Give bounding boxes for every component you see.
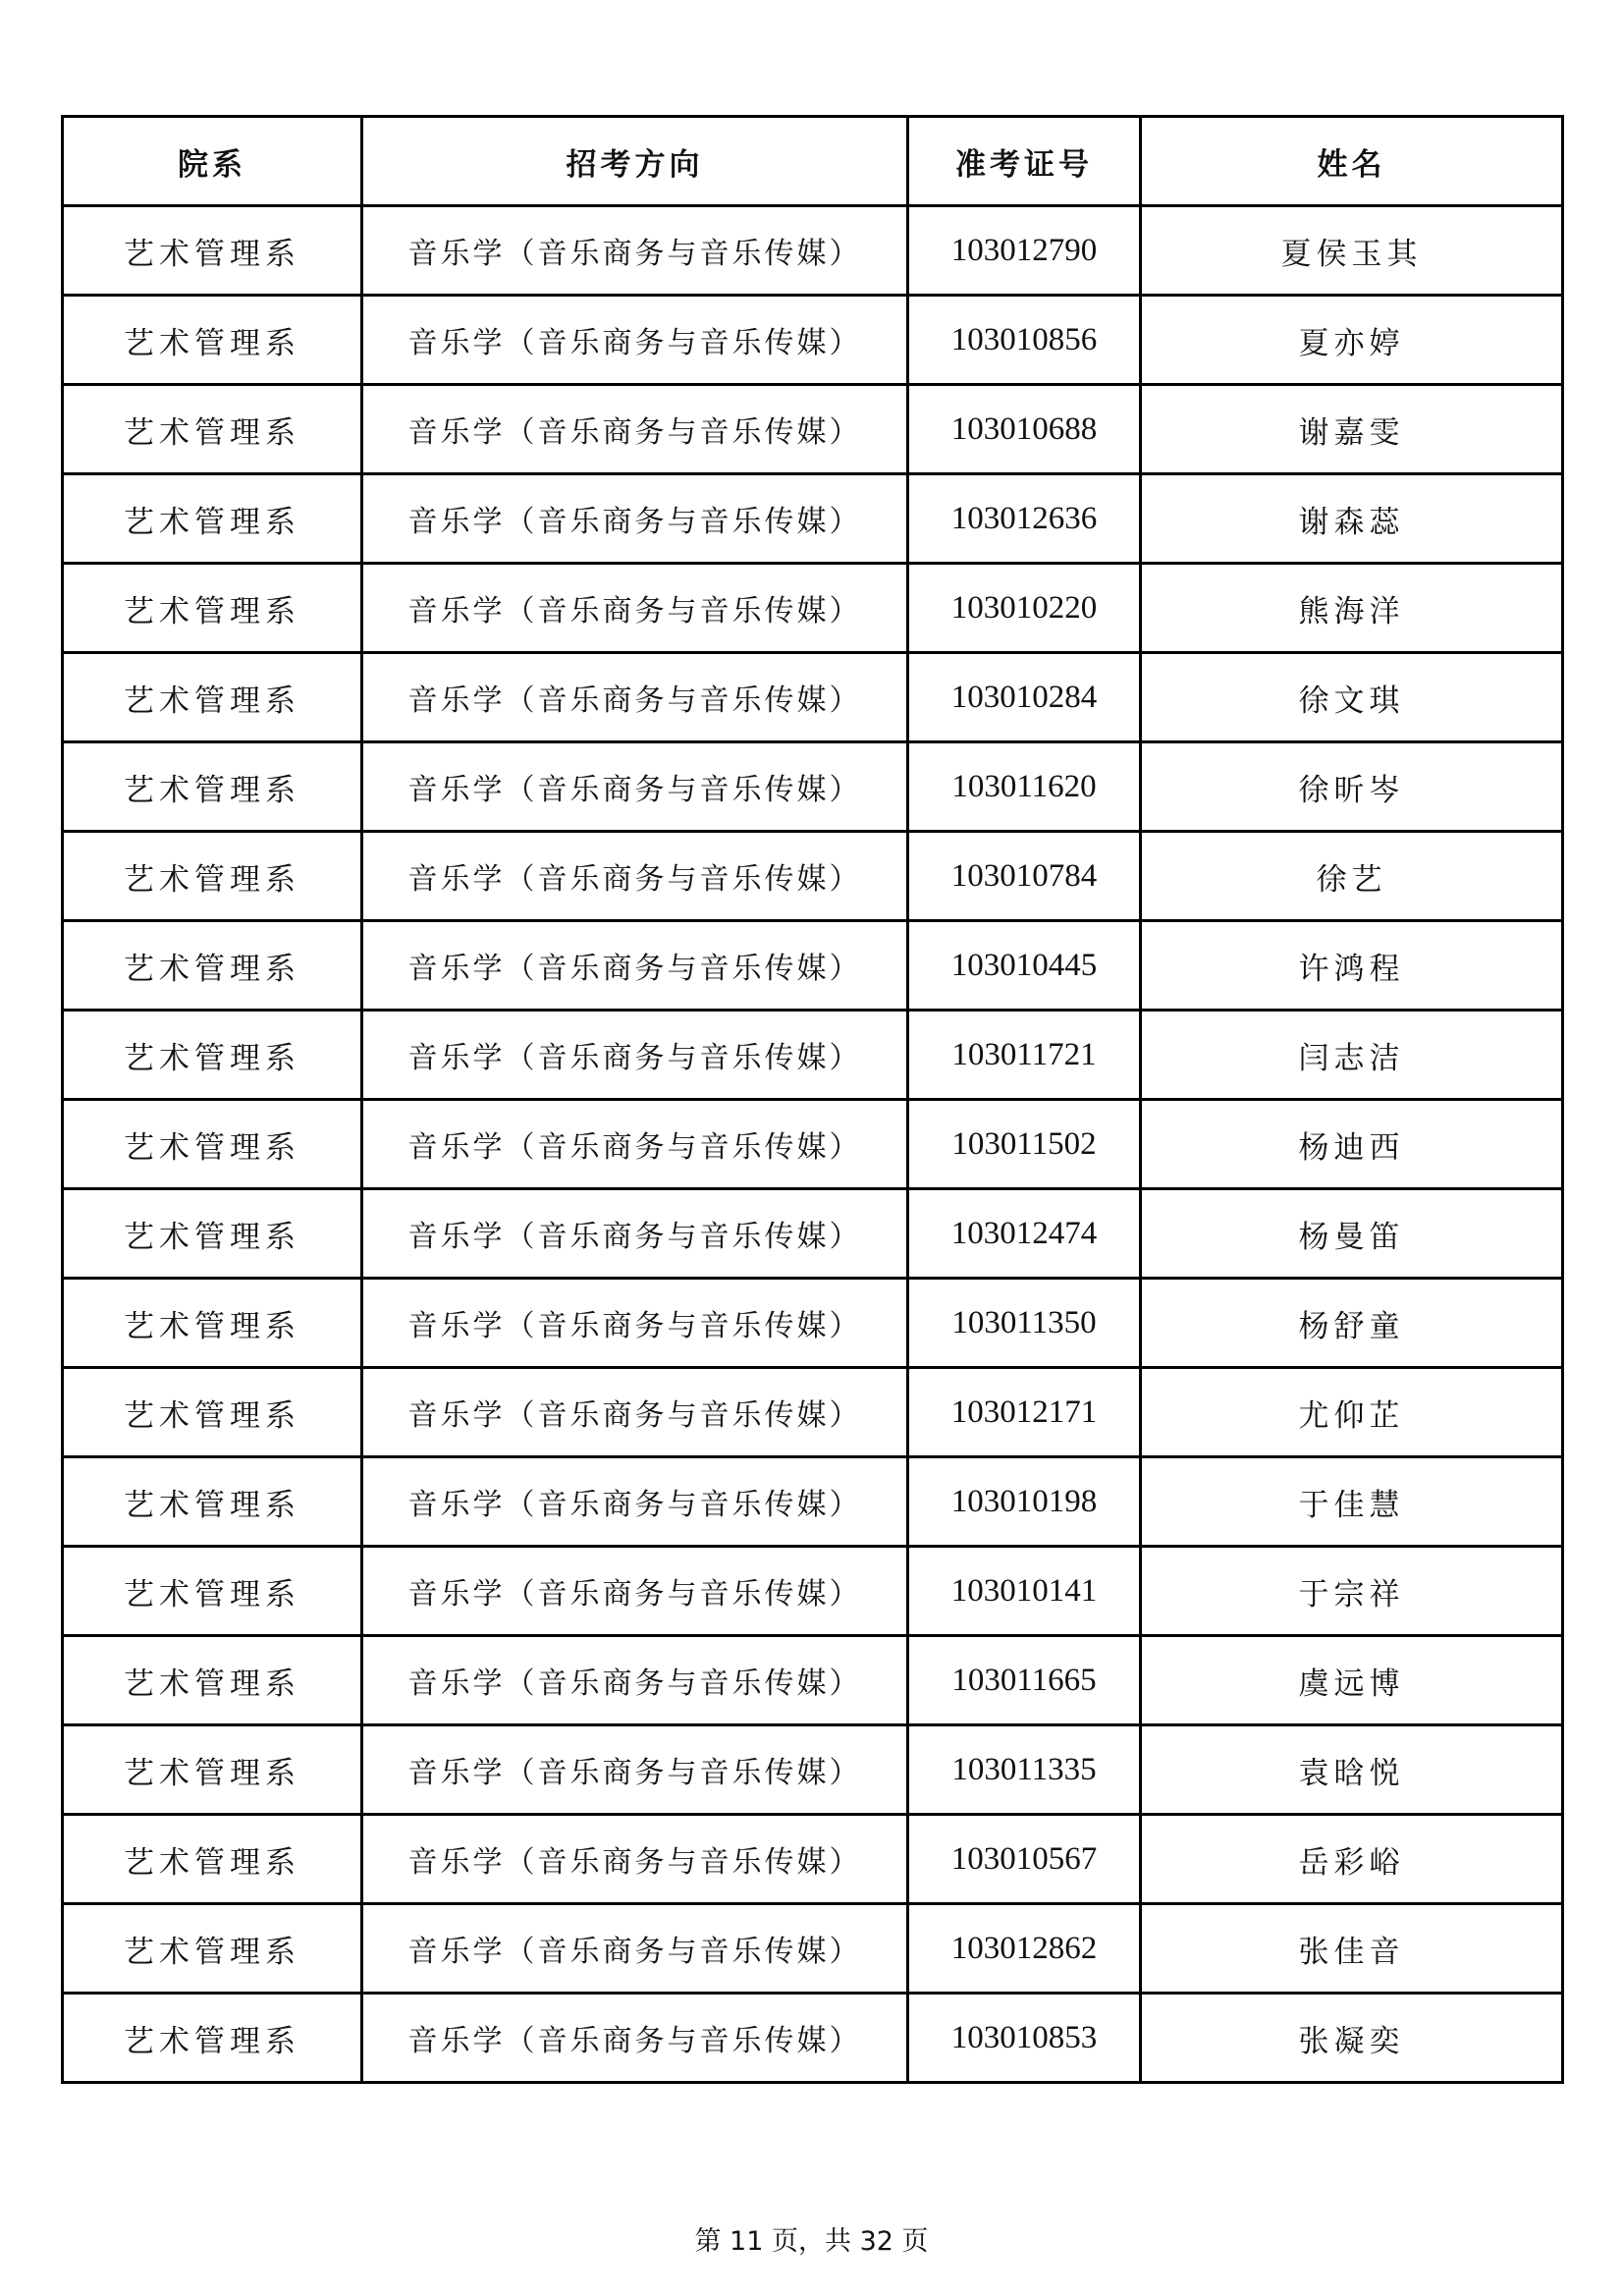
name-cell: 张凝奕 <box>1141 1994 1563 2083</box>
name-cell: 杨迪西 <box>1141 1100 1563 1189</box>
exam-id-cell: 103010284 <box>908 653 1141 742</box>
direction-cell: 音乐学（音乐商务与音乐传媒） <box>362 1011 908 1100</box>
department-cell: 艺术管理系 <box>63 296 362 385</box>
page-footer: 第 11 页，共 32 页 <box>694 2226 929 2257</box>
table-row <box>63 1279 1563 1368</box>
name-cell: 杨舒童 <box>1141 1279 1563 1368</box>
table-row <box>63 1189 1563 1279</box>
name-cell: 于宗祥 <box>1141 1547 1563 1636</box>
table-header-row <box>63 117 1563 206</box>
department-cell: 艺术管理系 <box>63 385 362 474</box>
department-cell: 艺术管理系 <box>63 1994 362 2083</box>
name-cell: 袁晗悦 <box>1141 1725 1563 1815</box>
direction-cell: 音乐学（音乐商务与音乐传媒） <box>362 1457 908 1547</box>
department-cell: 艺术管理系 <box>63 1636 362 1725</box>
exam-id-cell: 103010220 <box>908 564 1141 653</box>
exam-id-cell: 103011620 <box>908 742 1141 832</box>
name-cell: 谢嘉雯 <box>1141 385 1563 474</box>
department-cell: 艺术管理系 <box>63 206 362 296</box>
direction-cell: 音乐学（音乐商务与音乐传媒） <box>362 653 908 742</box>
direction-cell: 音乐学（音乐商务与音乐传媒） <box>362 564 908 653</box>
table-row <box>63 1547 1563 1636</box>
department-cell: 艺术管理系 <box>63 1815 362 1904</box>
table-row <box>63 653 1563 742</box>
direction-cell: 音乐学（音乐商务与音乐传媒） <box>362 474 908 564</box>
table-row <box>63 1636 1563 1725</box>
department-cell: 艺术管理系 <box>63 1547 362 1636</box>
name-cell: 岳彩峪 <box>1141 1815 1563 1904</box>
direction-cell: 音乐学（音乐商务与音乐传媒） <box>362 1189 908 1279</box>
department-cell: 艺术管理系 <box>63 564 362 653</box>
department-cell: 艺术管理系 <box>63 1368 362 1457</box>
table-row <box>63 1100 1563 1189</box>
table-row <box>63 1368 1563 1457</box>
department-cell: 艺术管理系 <box>63 1725 362 1815</box>
name-cell: 张佳音 <box>1141 1904 1563 1994</box>
direction-cell: 音乐学（音乐商务与音乐传媒） <box>362 1994 908 2083</box>
table-row <box>63 921 1563 1011</box>
header-direction: 招考方向 <box>362 117 908 206</box>
header-department: 院系 <box>63 117 362 206</box>
direction-cell: 音乐学（音乐商务与音乐传媒） <box>362 1815 908 1904</box>
table-row <box>63 832 1563 921</box>
table-row <box>63 564 1563 653</box>
table-row <box>63 1457 1563 1547</box>
table-row <box>63 1815 1563 1904</box>
direction-cell: 音乐学（音乐商务与音乐传媒） <box>362 1725 908 1815</box>
exam-id-cell: 103010784 <box>908 832 1141 921</box>
table-body <box>63 206 1563 2083</box>
name-cell: 于佳慧 <box>1141 1457 1563 1547</box>
name-cell: 徐文琪 <box>1141 653 1563 742</box>
exam-id-cell: 103012171 <box>908 1368 1141 1457</box>
exam-id-cell: 103012474 <box>908 1189 1141 1279</box>
department-cell: 艺术管理系 <box>63 653 362 742</box>
department-cell: 艺术管理系 <box>63 832 362 921</box>
exam-id-cell: 103010856 <box>908 296 1141 385</box>
exam-id-cell: 103010688 <box>908 385 1141 474</box>
direction-cell: 音乐学（音乐商务与音乐传媒） <box>362 1100 908 1189</box>
admission-roster-table <box>61 115 1564 2084</box>
direction-cell: 音乐学（音乐商务与音乐传媒） <box>362 742 908 832</box>
department-cell: 艺术管理系 <box>63 1904 362 1994</box>
header-exam-id: 准考证号 <box>908 117 1141 206</box>
name-cell: 谢森蕊 <box>1141 474 1563 564</box>
direction-cell: 音乐学（音乐商务与音乐传媒） <box>362 1368 908 1457</box>
table-row <box>63 474 1563 564</box>
name-cell: 许鸿程 <box>1141 921 1563 1011</box>
department-cell: 艺术管理系 <box>63 474 362 564</box>
table-row <box>63 1904 1563 1994</box>
exam-id-cell: 103010141 <box>908 1547 1141 1636</box>
exam-id-cell: 103011335 <box>908 1725 1141 1815</box>
table-row <box>63 1725 1563 1815</box>
exam-id-cell: 103010567 <box>908 1815 1141 1904</box>
department-cell: 艺术管理系 <box>63 1189 362 1279</box>
exam-id-cell: 103010853 <box>908 1994 1141 2083</box>
table-row <box>63 1994 1563 2083</box>
exam-id-cell: 103012862 <box>908 1904 1141 1994</box>
table-row <box>63 742 1563 832</box>
department-cell: 艺术管理系 <box>63 1279 362 1368</box>
exam-id-cell: 103011665 <box>908 1636 1141 1725</box>
direction-cell: 音乐学（音乐商务与音乐传媒） <box>362 1279 908 1368</box>
exam-id-cell: 103010198 <box>908 1457 1141 1547</box>
direction-cell: 音乐学（音乐商务与音乐传媒） <box>362 385 908 474</box>
department-cell: 艺术管理系 <box>63 1457 362 1547</box>
table-row <box>63 385 1563 474</box>
name-cell: 徐昕岑 <box>1141 742 1563 832</box>
department-cell: 艺术管理系 <box>63 1011 362 1100</box>
table-row <box>63 1011 1563 1100</box>
direction-cell: 音乐学（音乐商务与音乐传媒） <box>362 832 908 921</box>
name-cell: 夏亦婷 <box>1141 296 1563 385</box>
department-cell: 艺术管理系 <box>63 742 362 832</box>
exam-id-cell: 103011502 <box>908 1100 1141 1189</box>
name-cell: 闫志洁 <box>1141 1011 1563 1100</box>
name-cell: 虞远博 <box>1141 1636 1563 1725</box>
department-cell: 艺术管理系 <box>63 921 362 1011</box>
table-row <box>63 296 1563 385</box>
department-cell: 艺术管理系 <box>63 1100 362 1189</box>
name-cell: 熊海洋 <box>1141 564 1563 653</box>
table-row <box>63 206 1563 296</box>
exam-id-cell: 103010445 <box>908 921 1141 1011</box>
direction-cell: 音乐学（音乐商务与音乐传媒） <box>362 296 908 385</box>
exam-id-cell: 103011350 <box>908 1279 1141 1368</box>
exam-id-cell: 103012790 <box>908 206 1141 296</box>
direction-cell: 音乐学（音乐商务与音乐传媒） <box>362 1636 908 1725</box>
name-cell: 尤仰芷 <box>1141 1368 1563 1457</box>
name-cell: 徐艺 <box>1141 832 1563 921</box>
name-cell: 杨曼笛 <box>1141 1189 1563 1279</box>
exam-id-cell: 103012636 <box>908 474 1141 564</box>
direction-cell: 音乐学（音乐商务与音乐传媒） <box>362 1547 908 1636</box>
direction-cell: 音乐学（音乐商务与音乐传媒） <box>362 206 908 296</box>
exam-id-cell: 103011721 <box>908 1011 1141 1100</box>
direction-cell: 音乐学（音乐商务与音乐传媒） <box>362 921 908 1011</box>
name-cell: 夏侯玉其 <box>1141 206 1563 296</box>
header-name: 姓名 <box>1141 117 1563 206</box>
direction-cell: 音乐学（音乐商务与音乐传媒） <box>362 1904 908 1994</box>
